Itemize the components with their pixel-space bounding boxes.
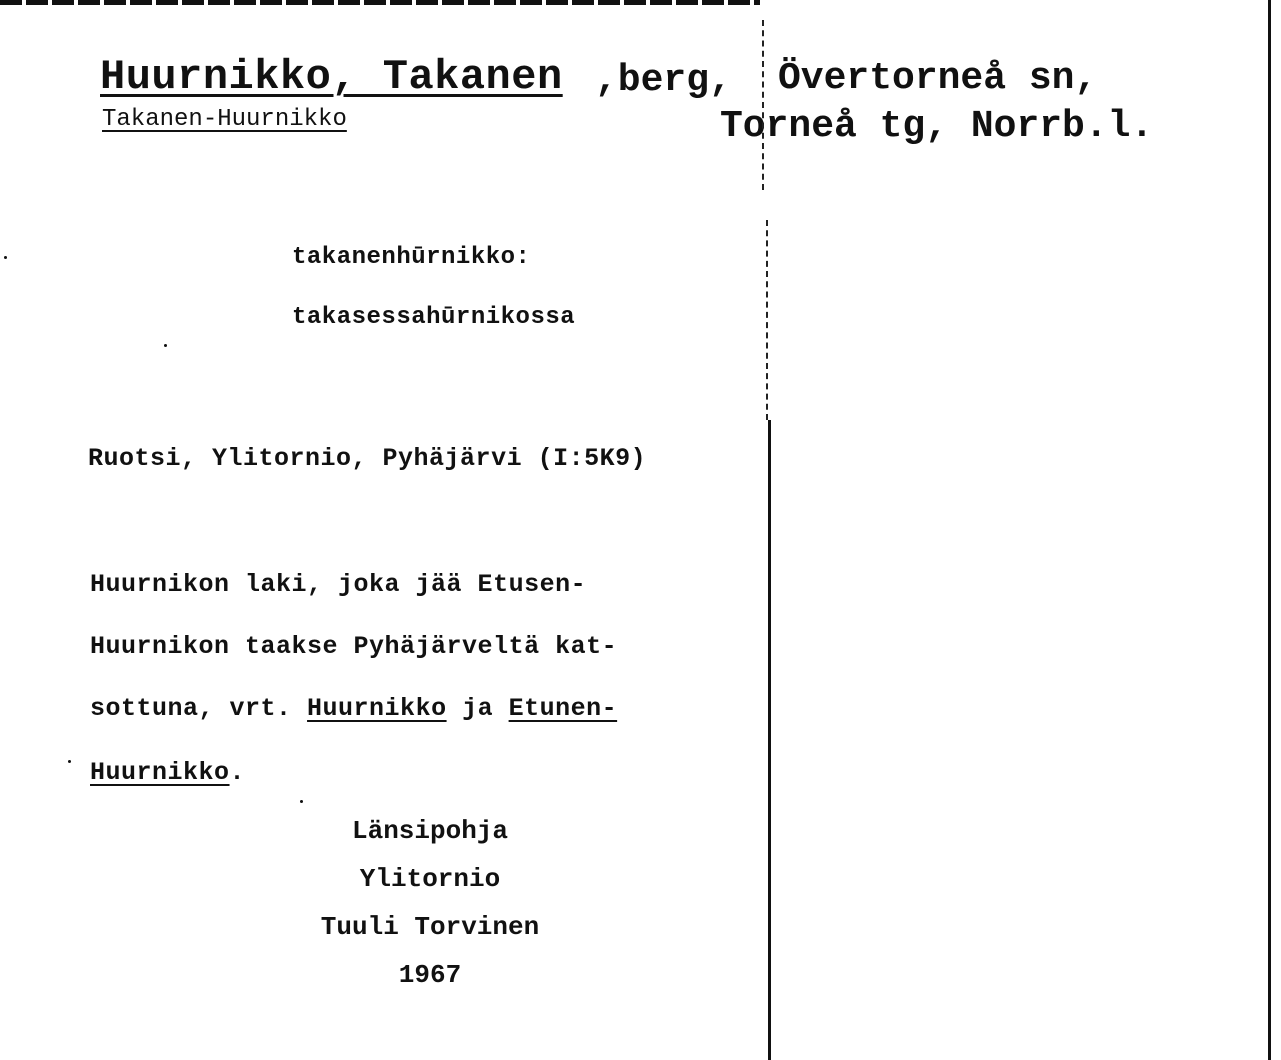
cross-reference-huurnikko: Huurnikko bbox=[307, 694, 447, 723]
cross-reference-etunen: Etunen- bbox=[508, 694, 618, 723]
source-year: 1967 bbox=[398, 960, 462, 990]
cross-reference-etunen-cont: Huurnikko bbox=[90, 758, 230, 787]
entry-title-suffix: ,berg, bbox=[595, 59, 732, 102]
description-line-2: Huurnikon taakse Pyhäjärveltä kat- bbox=[90, 632, 618, 661]
stray-mark bbox=[4, 256, 7, 259]
description-line-3-prefix: sottuna, vrt. bbox=[90, 694, 308, 723]
column-divider-upper bbox=[762, 20, 764, 190]
stray-mark bbox=[164, 344, 167, 347]
column-divider-middle bbox=[766, 220, 768, 420]
source-collector: Tuuli Torvinen bbox=[320, 912, 540, 942]
dialect-form-nominative: takanenhūrnikko: bbox=[292, 244, 531, 271]
description-line-3 bbox=[90, 696, 617, 721]
location-line: Ruotsi, Ylitornio, Pyhäjärvi (I:5K9) bbox=[88, 444, 647, 473]
place-district: Torneå tg, Norrb.l. bbox=[720, 105, 1154, 148]
dialect-form-inessive: takasessahūrnikossa bbox=[292, 304, 576, 331]
entry-variant-name: Takanen-Huurnikko bbox=[102, 106, 347, 133]
description-line-4-suffix: . bbox=[229, 758, 246, 787]
stray-mark bbox=[68, 760, 71, 763]
entry-title: Huurnikko, Takanen bbox=[100, 53, 563, 101]
stray-mark bbox=[300, 800, 303, 803]
card-top-edge bbox=[0, 0, 760, 5]
source-region: Länsipohja bbox=[351, 816, 509, 846]
source-parish: Ylitornio bbox=[359, 864, 501, 894]
column-divider-lower bbox=[768, 420, 771, 1060]
place-parish: Övertorneå sn, bbox=[778, 57, 1098, 100]
description-line-1: Huurnikon laki, joka jää Etusen- bbox=[90, 570, 587, 599]
card-right-edge bbox=[1268, 0, 1271, 1060]
description-line-4 bbox=[90, 760, 245, 785]
description-line-3-mid: ja bbox=[446, 694, 509, 723]
